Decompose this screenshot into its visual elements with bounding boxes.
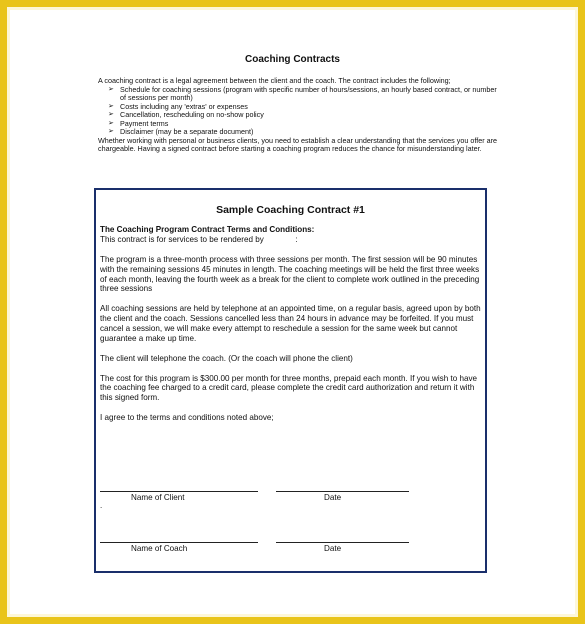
list-item: ➢ Schedule for coaching sessions (program with specific number of hours/sessions, an hourly based contract, or number of sessions per month) xyxy=(108,84,497,102)
document-title: Coaching Contracts xyxy=(244,54,340,65)
outro-text: Whether working with personal or business clients, you need to establish a clear understanding that the services you offer are chargeable. Having a signed contract before starting a coaching program reduces the chance for misunderstanding later. xyxy=(98,135,497,153)
document-page xyxy=(10,10,575,614)
terms-heading: The Coaching Program Contract Terms and Conditions: xyxy=(100,225,315,234)
coach-date-line xyxy=(276,542,409,543)
arrow-bullet-icon: ➢ xyxy=(108,128,114,135)
list-item: ➢ Payment terms xyxy=(108,118,169,128)
coach-signature-line xyxy=(100,542,258,543)
sample-contract-box xyxy=(94,188,487,573)
intro-section xyxy=(98,77,498,154)
client-date-label: Date xyxy=(324,493,342,502)
contract-items-list xyxy=(98,86,498,137)
arrow-bullet-icon: ➢ xyxy=(108,102,114,110)
client-signature-line xyxy=(100,491,258,492)
contract-paragraph: The client will telephone the coach. (Or the coach will phone the client) xyxy=(100,353,353,363)
contract-body xyxy=(100,225,485,433)
contract-paragraph: The cost for this program is $300.00 per month for three months, prepaid each month. If you wish to have the coaching fee charged to a credit card, please complete the credit card authorization and return it with this signed form. xyxy=(100,373,478,403)
contract-paragraph: The program is a three-month process with three sessions per month. The first session will be 90 minutes with the remaining sessions 45 minutes in length. The coaching meetings will be held the first three weeks of each month, leaving the fourth week as a break for the client to complete work outlined in the preceding three sessions xyxy=(100,254,480,294)
arrow-bullet-icon: ➢ xyxy=(108,85,114,93)
arrow-bullet-icon: ➢ xyxy=(108,119,114,127)
contract-title: Sample Coaching Contract #1 xyxy=(216,204,365,216)
list-item: ➢ Cancellation, rescheduling on no-show policy xyxy=(108,110,264,119)
coach-name-label: Name of Coach xyxy=(131,544,188,553)
intro-text: A coaching contract is a legal agreement between the client and the coach. The contract includes the following; xyxy=(98,76,451,85)
contract-paragraph: All coaching sessions are held by telephone at an appointed time, on a regular basis, agreed upon by both the client and the coach. Sessions cancelled less than 24 hours in advance may be forfeited. If you must cancel a session, we will make every attempt to reschedule a session for the same week but cannot guarantee a make up time. xyxy=(100,304,481,343)
list-item: ➢ Disclaimer (may be a separate document) xyxy=(108,127,254,136)
client-date-line xyxy=(276,491,409,492)
client-name-label: Name of Client xyxy=(131,493,185,502)
rendered-by-line: This contract is for services to be rendered by : xyxy=(100,234,298,244)
list-item: ➢ Costs including any 'extras' or expenses xyxy=(108,101,248,111)
agreement-line: I agree to the terms and conditions noted above; xyxy=(100,413,274,423)
stray-mark: . xyxy=(100,501,103,510)
arrow-bullet-icon: ➢ xyxy=(108,111,114,118)
coach-date-label: Date xyxy=(324,544,342,553)
